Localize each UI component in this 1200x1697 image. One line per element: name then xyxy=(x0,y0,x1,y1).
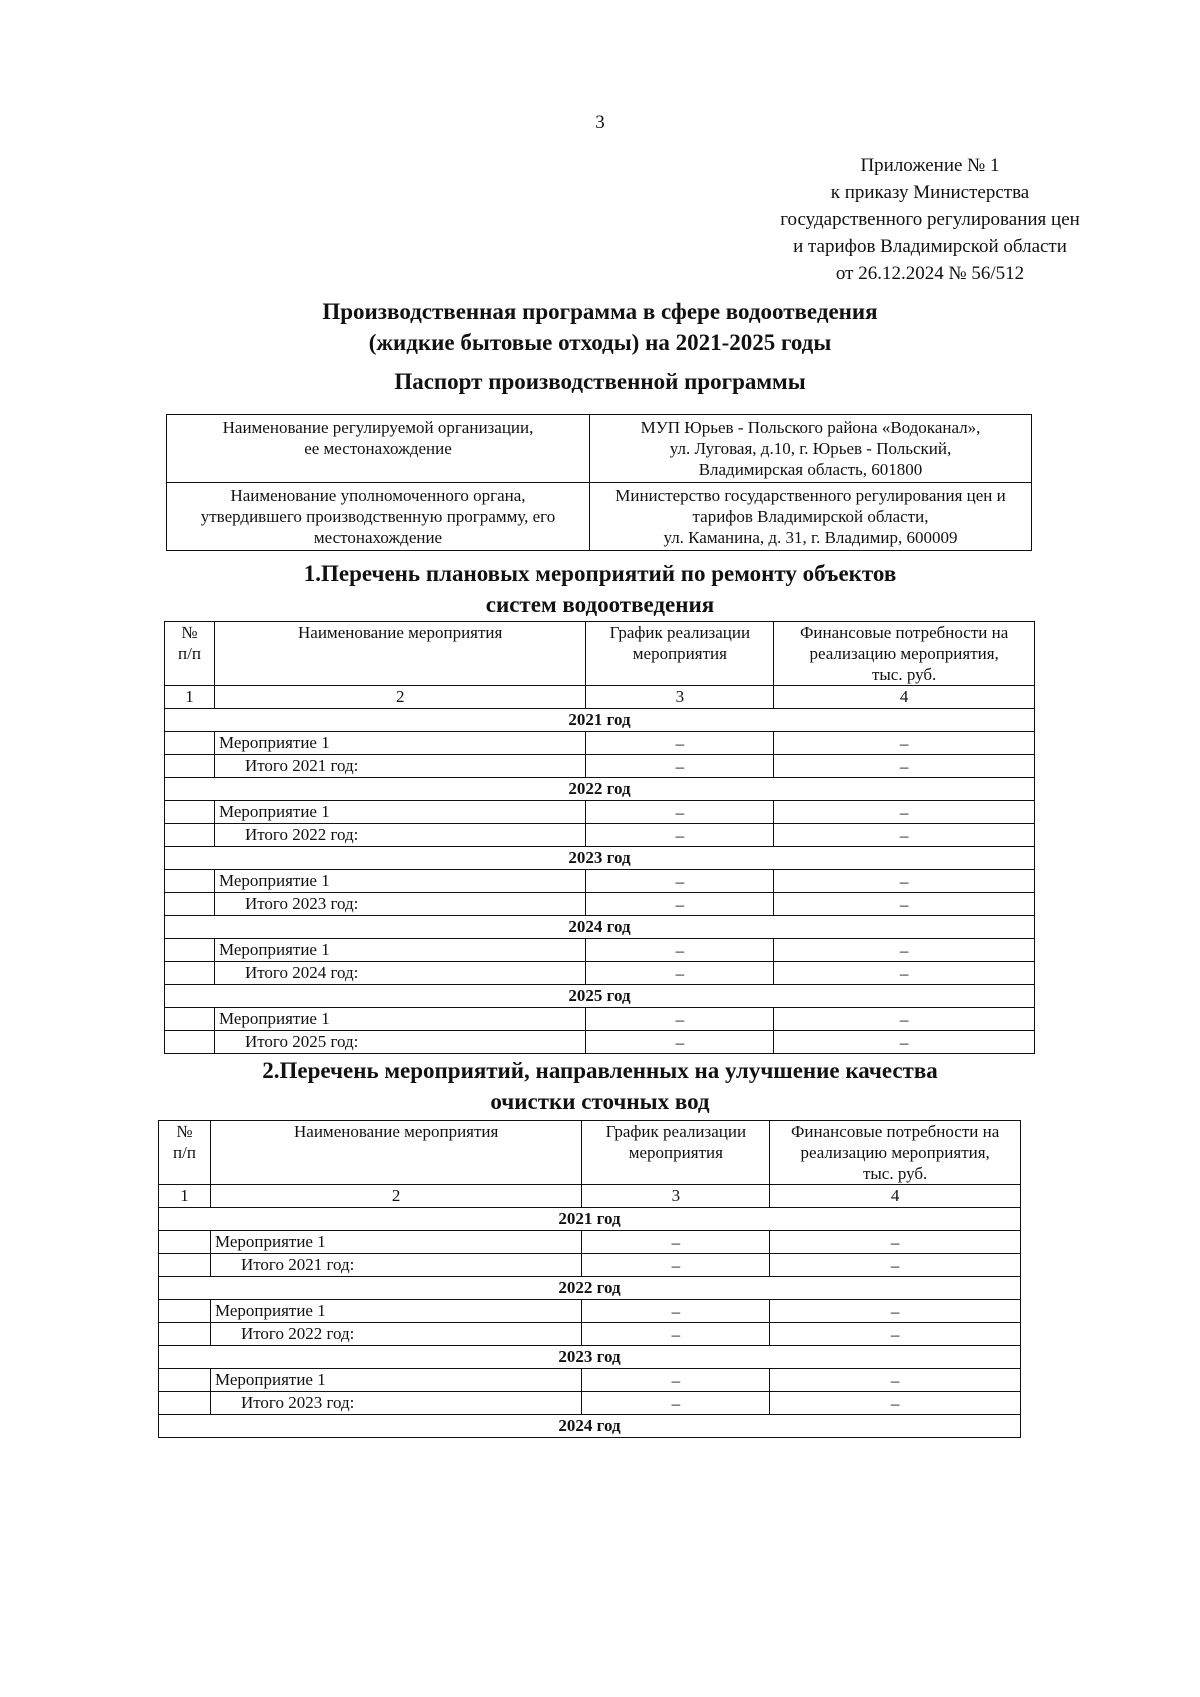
appendix-line: от 26.12.2024 № 56/512 xyxy=(835,263,1025,284)
total-row xyxy=(165,755,1035,778)
event-name: Мероприятие 1 xyxy=(214,732,586,755)
row-number-cell xyxy=(165,870,215,893)
total-label: Итого 2023 год: xyxy=(214,893,586,916)
section1-heading-line: систем водоотведения xyxy=(485,592,715,617)
year-row xyxy=(165,916,1035,939)
row-number-cell xyxy=(159,1300,211,1323)
year-row xyxy=(159,1415,1021,1438)
event-name: Мероприятие 1 xyxy=(210,1231,581,1254)
finance-value: – xyxy=(774,870,1035,893)
total-label: Итого 2021 год: xyxy=(214,755,586,778)
column-number: 3 xyxy=(582,1185,770,1208)
column-number: 2 xyxy=(210,1185,581,1208)
passport-value-line: ул. Луговая, д.10, г. Юрьев - Польский, xyxy=(669,439,952,458)
document-title-line: (жидкие бытовые отходы) на 2021-2025 годы xyxy=(368,330,832,355)
total-schedule-value: – xyxy=(586,893,774,916)
year-row xyxy=(165,847,1035,870)
schedule-value: – xyxy=(586,939,774,962)
document-title-line: Производственная программа в сфере водоотведения xyxy=(322,299,878,324)
finance-value: – xyxy=(770,1300,1021,1323)
column-number: 3 xyxy=(586,686,774,709)
finance-value: – xyxy=(774,801,1035,824)
schedule-value: – xyxy=(586,870,774,893)
section2-table xyxy=(158,1120,1021,1438)
column-header-finance: Финансовые потребности на реализацию мероприятия, тыс. руб. xyxy=(774,622,1035,686)
row-number-cell xyxy=(165,1008,215,1031)
total-schedule-value: – xyxy=(582,1323,770,1346)
year-label: 2024 год xyxy=(165,916,1035,939)
year-row xyxy=(165,709,1035,732)
total-label: Итого 2023 год: xyxy=(210,1392,581,1415)
finance-value: – xyxy=(774,939,1035,962)
event-name: Мероприятие 1 xyxy=(214,1008,586,1031)
year-label: 2022 год xyxy=(165,778,1035,801)
year-label: 2023 год xyxy=(165,847,1035,870)
year-label: 2024 год xyxy=(159,1415,1021,1438)
section1-heading xyxy=(0,558,1200,620)
event-name: Мероприятие 1 xyxy=(214,939,586,962)
section2-heading-line: 2.Перечень мероприятий, направленных на улучшение качества xyxy=(262,1058,938,1083)
row-number-cell xyxy=(165,962,215,985)
year-row xyxy=(159,1208,1021,1231)
row-number-cell xyxy=(159,1392,211,1415)
total-schedule-value: – xyxy=(582,1254,770,1277)
finance-value: – xyxy=(770,1231,1021,1254)
section1-table xyxy=(164,621,1035,1054)
year-label: 2021 год xyxy=(165,709,1035,732)
row-number-cell xyxy=(165,755,215,778)
column-header-schedule: График реализации мероприятия xyxy=(586,622,774,686)
total-finance-value: – xyxy=(774,1031,1035,1054)
total-finance-value: – xyxy=(770,1392,1021,1415)
passport-row xyxy=(167,483,1032,551)
appendix-line: к приказу Министерства xyxy=(830,182,1030,203)
finance-value: – xyxy=(774,732,1035,755)
total-row xyxy=(165,1031,1035,1054)
year-label: 2022 год xyxy=(159,1277,1021,1300)
total-finance-value: – xyxy=(774,824,1035,847)
total-schedule-value: – xyxy=(586,755,774,778)
table-row xyxy=(165,1008,1035,1031)
column-number-row xyxy=(159,1185,1021,1208)
passport-value-line: тарифов Владимирской области, xyxy=(692,507,929,526)
passport-value-line: МУП Юрьев - Польского района «Водоканал», xyxy=(640,418,981,437)
total-finance-value: – xyxy=(774,962,1035,985)
total-schedule-value: – xyxy=(586,1031,774,1054)
passport-value-line: Министерство государственного регулирования цен и xyxy=(615,486,1006,505)
total-label: Итого 2025 год: xyxy=(214,1031,586,1054)
total-row xyxy=(165,824,1035,847)
row-number-cell xyxy=(165,893,215,916)
row-number-cell xyxy=(159,1369,211,1392)
appendix-line: государственного регулирования цен xyxy=(780,209,1080,230)
appendix-block xyxy=(720,152,1140,287)
table-row xyxy=(165,732,1035,755)
passport-label-line: Наименование регулируемой организации, xyxy=(222,418,534,437)
row-number-cell xyxy=(165,939,215,962)
column-header-number: № п/п xyxy=(165,622,215,686)
section2-heading-line: очистки сточных вод xyxy=(490,1089,710,1114)
column-header-schedule: График реализации мероприятия xyxy=(582,1121,770,1185)
year-row xyxy=(159,1277,1021,1300)
passport-label-cell xyxy=(167,415,590,483)
row-number-cell xyxy=(165,824,215,847)
year-row xyxy=(165,985,1035,1008)
event-name: Мероприятие 1 xyxy=(214,870,586,893)
column-number: 1 xyxy=(165,686,215,709)
table-header-row xyxy=(159,1121,1021,1185)
column-number: 2 xyxy=(214,686,586,709)
appendix-line: и тарифов Владимирской области xyxy=(793,236,1067,257)
year-label: 2025 год xyxy=(165,985,1035,1008)
year-label: 2023 год xyxy=(159,1346,1021,1369)
finance-value: – xyxy=(774,1008,1035,1031)
column-header-number: № п/п xyxy=(159,1121,211,1185)
total-finance-value: – xyxy=(774,755,1035,778)
year-row xyxy=(165,778,1035,801)
passport-table xyxy=(166,414,1032,551)
section2-heading xyxy=(0,1055,1200,1117)
document-title xyxy=(0,296,1200,358)
row-number-cell xyxy=(159,1231,211,1254)
section1-heading-line: 1.Перечень плановых мероприятий по ремонту объектов xyxy=(303,561,897,586)
passport-row xyxy=(167,415,1032,483)
total-label: Итого 2024 год: xyxy=(214,962,586,985)
passport-label-line: ее местонахождение xyxy=(304,439,452,458)
total-label: Итого 2022 год: xyxy=(210,1323,581,1346)
row-number-cell xyxy=(165,732,215,755)
total-label: Итого 2021 год: xyxy=(210,1254,581,1277)
total-row xyxy=(159,1254,1021,1277)
total-row xyxy=(159,1323,1021,1346)
total-row xyxy=(165,893,1035,916)
passport-value-cell xyxy=(590,415,1032,483)
event-name: Мероприятие 1 xyxy=(210,1369,581,1392)
total-schedule-value: – xyxy=(586,962,774,985)
passport-value-cell xyxy=(590,483,1032,551)
passport-label-line: Наименование уполномоченного органа, xyxy=(230,486,526,505)
passport-value-line: Владимирская область, 601800 xyxy=(698,460,923,479)
schedule-value: – xyxy=(586,732,774,755)
total-finance-value: – xyxy=(770,1323,1021,1346)
passport-heading: Паспорт производственной программы xyxy=(394,369,806,394)
total-row xyxy=(159,1392,1021,1415)
column-number-row xyxy=(165,686,1035,709)
table-row xyxy=(165,870,1035,893)
passport-value-line: ул. Каманина, д. 31, г. Владимир, 600009 xyxy=(663,528,958,547)
schedule-value: – xyxy=(582,1300,770,1323)
total-finance-value: – xyxy=(774,893,1035,916)
total-finance-value: – xyxy=(770,1254,1021,1277)
table-row xyxy=(165,939,1035,962)
schedule-value: – xyxy=(586,801,774,824)
table-header-row xyxy=(165,622,1035,686)
page-number: 3 xyxy=(595,112,605,133)
row-number-cell xyxy=(159,1323,211,1346)
passport-label-cell xyxy=(167,483,590,551)
section2-year-groups xyxy=(159,1208,1021,1415)
finance-value: – xyxy=(770,1369,1021,1392)
schedule-value: – xyxy=(582,1231,770,1254)
event-name: Мероприятие 1 xyxy=(210,1300,581,1323)
row-number-cell xyxy=(165,1031,215,1054)
table-row xyxy=(159,1231,1021,1254)
passport-label-line: утвердившего производственную программу, его xyxy=(200,507,556,526)
column-number: 1 xyxy=(159,1185,211,1208)
table-row xyxy=(159,1300,1021,1323)
schedule-value: – xyxy=(586,1008,774,1031)
passport-label-line: местонахождение xyxy=(313,528,443,547)
table-row xyxy=(165,801,1035,824)
section1-year-groups xyxy=(165,709,1035,1054)
column-number: 4 xyxy=(770,1185,1021,1208)
total-schedule-value: – xyxy=(586,824,774,847)
row-number-cell xyxy=(165,801,215,824)
schedule-value: – xyxy=(582,1369,770,1392)
year-label: 2021 год xyxy=(159,1208,1021,1231)
total-schedule-value: – xyxy=(582,1392,770,1415)
table-row xyxy=(159,1369,1021,1392)
column-header-name: Наименование мероприятия xyxy=(214,622,586,686)
year-row xyxy=(159,1346,1021,1369)
event-name: Мероприятие 1 xyxy=(214,801,586,824)
column-header-finance: Финансовые потребности на реализацию мероприятия, тыс. руб. xyxy=(770,1121,1021,1185)
appendix-line: Приложение № 1 xyxy=(860,155,1000,176)
total-label: Итого 2022 год: xyxy=(214,824,586,847)
row-number-cell xyxy=(159,1254,211,1277)
total-row xyxy=(165,962,1035,985)
column-number: 4 xyxy=(774,686,1035,709)
column-header-name: Наименование мероприятия xyxy=(210,1121,581,1185)
